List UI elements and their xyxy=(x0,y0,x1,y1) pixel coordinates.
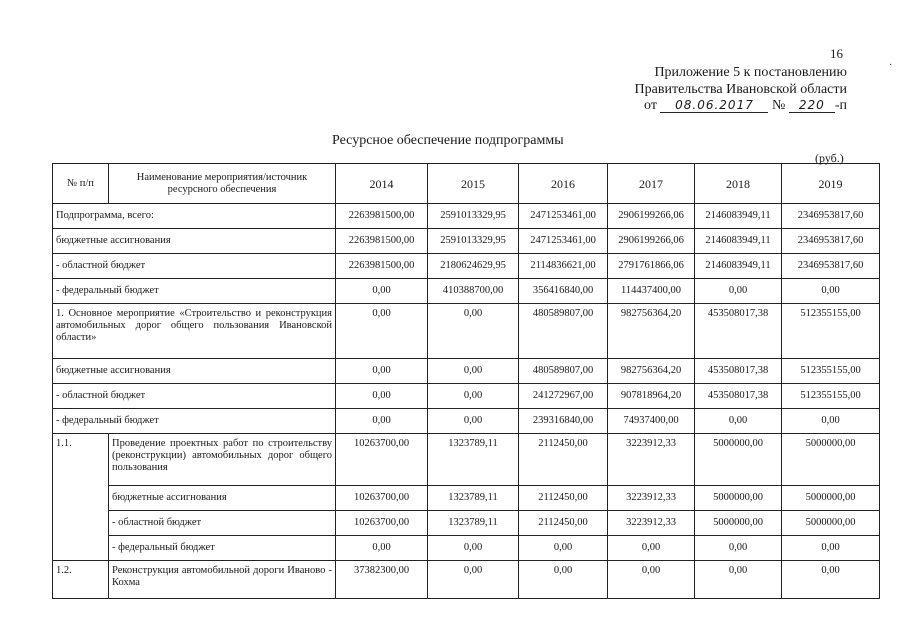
cell-value: 0,00 xyxy=(428,359,519,384)
row-label: - областной бюджет xyxy=(53,384,336,409)
cell-value: 0,00 xyxy=(782,561,880,599)
header-year: 2014 xyxy=(336,164,428,204)
cell-value: 0,00 xyxy=(336,304,428,359)
cell-value: 2471253461,00 xyxy=(519,229,608,254)
cell-value: 0,00 xyxy=(428,384,519,409)
cell-value: 5000000,00 xyxy=(782,511,880,536)
header-name: Наименование мероприятия/источник ресурсного обеспечения xyxy=(109,164,336,204)
row-label: бюджетные ассигнования xyxy=(53,359,336,384)
cell-value: 512355155,00 xyxy=(782,359,880,384)
table-row xyxy=(53,304,880,359)
cell-value: 2146083949,11 xyxy=(695,254,782,279)
cell-value: 2180624629,95 xyxy=(428,254,519,279)
cell-value: 2346953817,60 xyxy=(782,204,880,229)
row-label: 1. Основное мероприятие «Строительство и реконструкция автомобильных дорог общего пользования Ивановской области» xyxy=(53,304,336,359)
cell-value: 74937400,00 xyxy=(608,409,695,434)
cell-value: 5000000,00 xyxy=(695,511,782,536)
row-label: - федеральный бюджет xyxy=(109,536,336,561)
row-label: - областной бюджет xyxy=(53,254,336,279)
cell-value: 1323789,11 xyxy=(428,486,519,511)
cell-value: 0,00 xyxy=(336,384,428,409)
cell-value: 3223912,33 xyxy=(608,434,695,486)
cell-value: 5000000,00 xyxy=(695,434,782,486)
cell-value: 2146083949,11 xyxy=(695,204,782,229)
cell-value: 512355155,00 xyxy=(782,384,880,409)
table-row xyxy=(53,561,880,599)
cell-value: 3223912,33 xyxy=(608,511,695,536)
cell-value: 0,00 xyxy=(782,279,880,304)
cell-value: 2112450,00 xyxy=(519,486,608,511)
cell-value: 0,00 xyxy=(336,409,428,434)
cell-value: 2112450,00 xyxy=(519,434,608,486)
cell-value: 480589807,00 xyxy=(519,359,608,384)
cell-value: 2146083949,11 xyxy=(695,229,782,254)
cell-value: 10263700,00 xyxy=(336,434,428,486)
table-row xyxy=(53,204,880,229)
row-label: - областной бюджет xyxy=(109,511,336,536)
cell-value: 0,00 xyxy=(695,536,782,561)
cell-value: 512355155,00 xyxy=(782,304,880,359)
cell-value: 3223912,33 xyxy=(608,486,695,511)
cell-value: 2791761866,06 xyxy=(608,254,695,279)
cell-value: 2346953817,60 xyxy=(782,229,880,254)
cell-value: 0,00 xyxy=(519,536,608,561)
cell-value: 453508017,38 xyxy=(695,304,782,359)
cell-value: 0,00 xyxy=(695,409,782,434)
cell-value: 2906199266,06 xyxy=(608,204,695,229)
table-row xyxy=(53,434,880,486)
cell-value: 2263981500,00 xyxy=(336,229,428,254)
table-row xyxy=(53,254,880,279)
header-year: 2017 xyxy=(608,164,695,204)
resource-table xyxy=(52,163,880,599)
cell-value: 907818964,20 xyxy=(608,384,695,409)
cell-value: 0,00 xyxy=(695,561,782,599)
header-year: 2015 xyxy=(428,164,519,204)
page-number: 16 xyxy=(830,46,843,61)
cell-value: 480589807,00 xyxy=(519,304,608,359)
cell-value: 0,00 xyxy=(695,279,782,304)
cell-value: 453508017,38 xyxy=(695,359,782,384)
cell-value: 10263700,00 xyxy=(336,511,428,536)
appendix-line-2: Правительства Ивановской области xyxy=(634,82,847,97)
cell-value: 2112450,00 xyxy=(519,511,608,536)
cell-value: 356416840,00 xyxy=(519,279,608,304)
cell-value: 453508017,38 xyxy=(695,384,782,409)
table-row xyxy=(53,359,880,384)
cell-value: 2114836621,00 xyxy=(519,254,608,279)
header-year: 2018 xyxy=(695,164,782,204)
header-year: 2019 xyxy=(782,164,880,204)
header-number: № п/п xyxy=(53,164,109,204)
scan-speck: · xyxy=(889,60,893,71)
header-year: 2016 xyxy=(519,164,608,204)
cell-value: 5000000,00 xyxy=(695,486,782,511)
cell-value: 0,00 xyxy=(782,536,880,561)
table-header-row xyxy=(53,164,880,204)
number-suffix: -п xyxy=(834,98,847,113)
cell-value: 0,00 xyxy=(519,561,608,599)
cell-value: 2263981500,00 xyxy=(336,204,428,229)
appendix-line-1: Приложение 5 к постановлению xyxy=(654,65,847,80)
cell-value: 2591013329,95 xyxy=(428,229,519,254)
currency-unit: (руб.) xyxy=(815,151,844,165)
cell-value: 1323789,11 xyxy=(428,511,519,536)
table-caption: Ресурсное обеспечение подпрограммы xyxy=(332,133,564,148)
cell-value: 5000000,00 xyxy=(782,434,880,486)
table-row xyxy=(53,511,880,536)
table-row xyxy=(53,409,880,434)
cell-value: 37382300,00 xyxy=(336,561,428,599)
cell-value: 0,00 xyxy=(428,561,519,599)
row-label: Реконструкция автомобильной дороги Иваново - Кохма xyxy=(109,561,336,599)
cell-value: 0,00 xyxy=(428,304,519,359)
cell-value: 410388700,00 xyxy=(428,279,519,304)
cell-value: 241272967,00 xyxy=(519,384,608,409)
cell-value: 2263981500,00 xyxy=(336,254,428,279)
cell-value: 5000000,00 xyxy=(782,486,880,511)
row-label: - федеральный бюджет xyxy=(53,279,336,304)
cell-value: 114437400,00 xyxy=(608,279,695,304)
cell-value: 982756364,20 xyxy=(608,359,695,384)
cell-value: 10263700,00 xyxy=(336,486,428,511)
cell-value: 2591013329,95 xyxy=(428,204,519,229)
cell-value: 982756364,20 xyxy=(608,304,695,359)
table-row xyxy=(53,536,880,561)
cell-value: 0,00 xyxy=(608,561,695,599)
cell-value: 0,00 xyxy=(336,359,428,384)
cell-value: 239316840,00 xyxy=(519,409,608,434)
cell-value: 0,00 xyxy=(428,536,519,561)
cell-value: 2906199266,06 xyxy=(608,229,695,254)
number-prefix: № xyxy=(771,98,786,113)
row-label: бюджетные ассигнования xyxy=(109,486,336,511)
cell-value: 0,00 xyxy=(782,409,880,434)
row-label: Подпрограмма, всего: xyxy=(53,204,336,229)
date-prefix: от xyxy=(644,98,657,113)
cell-value: 2346953817,60 xyxy=(782,254,880,279)
row-label: Проведение проектных работ по строительству (реконструкции) автомобильных дорог общего пользования xyxy=(109,434,336,486)
cell-value: 1323789,11 xyxy=(428,434,519,486)
cell-value: 0,00 xyxy=(608,536,695,561)
table-row xyxy=(53,229,880,254)
row-label: - федеральный бюджет xyxy=(53,409,336,434)
table-row xyxy=(53,279,880,304)
cell-value: 0,00 xyxy=(336,536,428,561)
cell-value: 0,00 xyxy=(336,279,428,304)
handwritten-date: 08.06.2017 xyxy=(660,98,768,113)
table-row xyxy=(53,384,880,409)
cell-value: 0,00 xyxy=(428,409,519,434)
handwritten-number: 220 xyxy=(789,98,835,113)
table-row xyxy=(53,486,880,511)
item-number: 1.2. xyxy=(53,561,109,599)
cell-value: 2471253461,00 xyxy=(519,204,608,229)
appendix-date-line xyxy=(644,98,847,114)
item-number: 1.1. xyxy=(53,434,109,561)
row-label: бюджетные ассигнования xyxy=(53,229,336,254)
